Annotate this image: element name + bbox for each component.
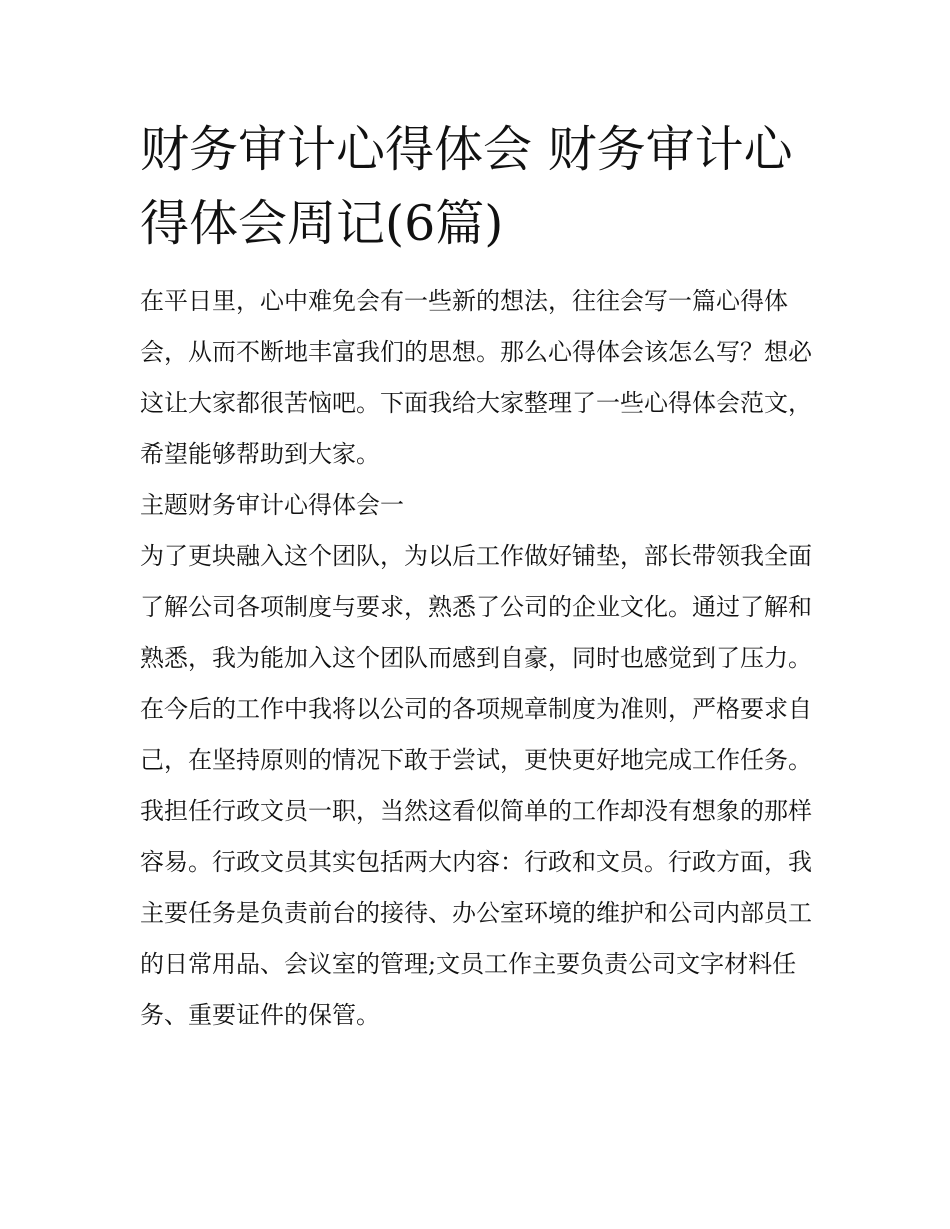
intro-paragraph: 在平日里，心中难免会有一些新的想法，往往会写一篇心得体会，从而不断地丰富我们的思想。那么心得体会该怎么写？想必这让大家都很苦恼吧。下面我给大家整理了一些心得体会范文，希望能够帮助到大家。 [140,287,812,468]
section-heading: 主题财务审计心得体会一 [140,491,404,519]
body-paragraph: 我担任行政文员一职，当然这看似简单的工作却没有想象的那样容易。行政文员其实包括两大内容：行政和文员。行政方面，我主要任务是负责前台的接待、办公室环境的维护和公司内部员工的日常用品、会议室的管理;文员工作主要负责公司文字材料任务、重要证件的保管。 [140,797,812,1029]
body-paragraph: 为了更块融入这个团队，为以后工作做好铺垫，部长带领我全面了解公司各项制度与要求，熟悉了公司的企业文化。通过了解和熟悉，我为能加入这个团队而感到自豪，同时也感觉到了压力。在今后的工作中我将以公司的各项规章制度为准则，严格要求自己，在坚持原则的情况下敢于尝试，更快更好地完成工作任务。 [140,542,812,774]
document-title: 财务审计心得体会 财务审计心得体会周记(6篇) [140,121,793,252]
document-body [140,276,812,1041]
